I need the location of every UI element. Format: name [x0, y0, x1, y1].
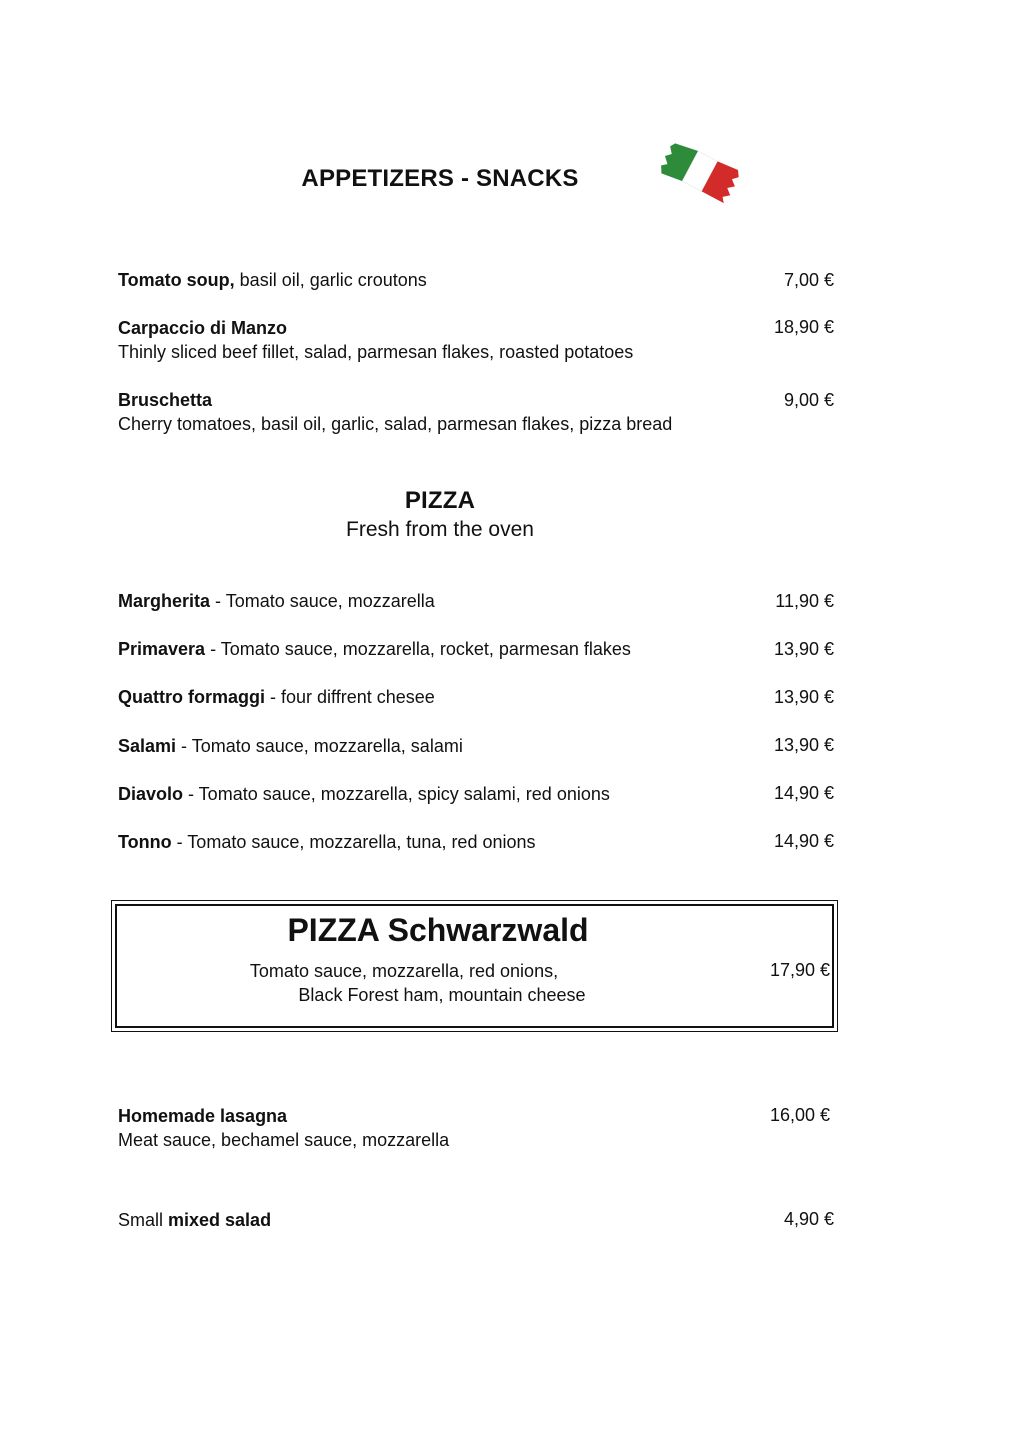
item-description: Thinly sliced beef fillet, salad, parmesan flakes, roasted potatoes	[118, 342, 634, 362]
item-price: 9,00 €	[783, 390, 834, 410]
item-description: - Tomato sauce, mozzarella, tuna, red onions	[171, 832, 536, 852]
item-name: Carpaccio di Manzo	[118, 318, 288, 338]
salad-item	[118, 1209, 271, 1231]
item-description: - Tomato sauce, mozzarella, salami	[176, 736, 463, 756]
item-name: Quattro formaggi	[118, 687, 265, 707]
item-price: 13,90 €	[773, 735, 834, 755]
item-price: 14,90 €	[773, 783, 834, 803]
item-price: 13,90 €	[773, 687, 834, 707]
pizza-item	[118, 638, 631, 660]
special-price: 17,90 €	[769, 960, 830, 980]
item-price: 14,90 €	[773, 831, 834, 851]
salad-name: mixed salad	[168, 1210, 272, 1230]
item-name: Bruschetta	[118, 390, 213, 410]
item-name: Tomato soup,	[118, 270, 235, 290]
item-description: - four diffrent chesee	[265, 687, 435, 707]
item-description: basil oil, garlic croutons	[234, 270, 427, 290]
pizza-item	[118, 735, 463, 757]
item-price: 11,90 €	[775, 591, 834, 611]
pizza-item	[118, 831, 536, 853]
item-name: Primavera	[118, 639, 206, 659]
item-name: Diavolo	[118, 784, 184, 804]
pizza-item	[118, 783, 610, 805]
item-description: Cherry tomatoes, basil oil, garlic, salad, parmesan flakes, pizza bread	[118, 414, 673, 434]
special-description-line2: Black Forest ham, mountain cheese	[298, 985, 586, 1005]
item-price: 18,90 €	[773, 317, 834, 337]
item-price: 7,00 €	[783, 270, 834, 290]
special-description-line1: Tomato sauce, mozzarella, red onions,	[249, 961, 559, 981]
tomato-soup-item	[118, 269, 427, 291]
lasagna-description: Meat sauce, bechamel sauce, mozzarella	[118, 1130, 450, 1150]
item-description: - Tomato sauce, mozzarella	[210, 591, 435, 611]
pizza-heading: PIZZA	[404, 487, 476, 514]
item-description: - Tomato sauce, mozzarella, spicy salami, red onions	[183, 784, 610, 804]
item-name: Margherita	[118, 591, 211, 611]
special-pizza-title: PIZZA Schwarzwald	[287, 912, 589, 948]
item-price: 13,90 €	[773, 639, 834, 659]
appetizers-heading: APPETIZERS - SNACKS	[301, 165, 579, 192]
lasagna-price: 16,00 €	[769, 1105, 830, 1125]
item-name: Salami	[118, 736, 177, 756]
pizza-item	[118, 590, 435, 612]
pizza-item	[118, 686, 435, 708]
item-description: - Tomato sauce, mozzarella, rocket, parmesan flakes	[205, 639, 631, 659]
pizza-subtitle: Fresh from the oven	[346, 518, 534, 541]
salad-price: 4,90 €	[783, 1209, 834, 1229]
item-name: Tonno	[118, 832, 172, 852]
lasagna-name: Homemade lasagna	[118, 1106, 288, 1126]
salad-prefix: Small	[118, 1210, 169, 1230]
